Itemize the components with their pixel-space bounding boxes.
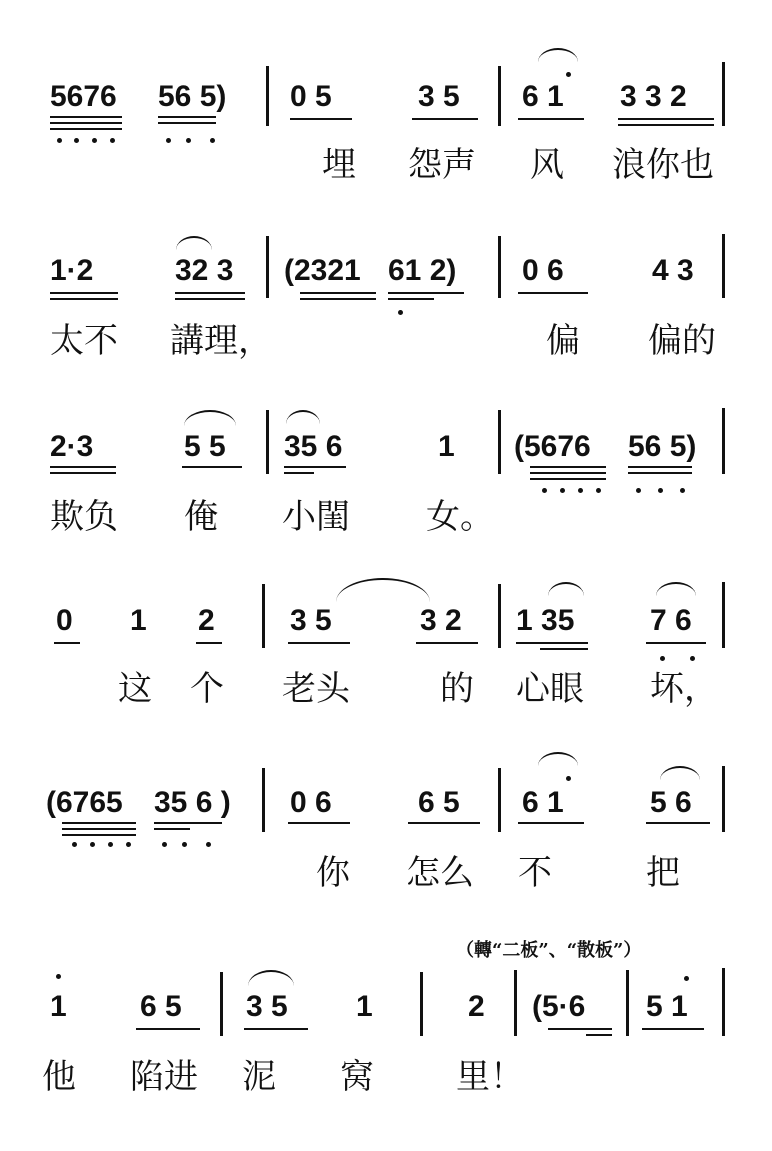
slur-mark (538, 752, 578, 766)
beam-line (54, 642, 80, 644)
beam-line (50, 472, 116, 474)
barline (498, 584, 501, 648)
octave-dot (636, 488, 641, 493)
beam-line (300, 298, 376, 300)
octave-dot (56, 974, 61, 979)
octave-dot (166, 138, 171, 143)
note-group: 3 5 (246, 990, 288, 1023)
lyric-text: 小閨 (282, 497, 350, 537)
lyric-text: 陷进 (130, 1057, 198, 1097)
octave-dot (92, 138, 97, 143)
slur-mark (656, 582, 696, 596)
octave-dot (690, 656, 695, 661)
octave-dot (680, 488, 685, 493)
beam-line (518, 118, 584, 120)
octave-dot (660, 656, 665, 661)
barline (514, 970, 517, 1036)
slur-mark (176, 236, 212, 250)
beam-line (290, 118, 352, 120)
barline (722, 766, 725, 832)
octave-dot (566, 776, 571, 781)
octave-dot (162, 842, 167, 847)
barline (722, 62, 725, 126)
note-group: 3 2 (420, 604, 462, 637)
beam-line (196, 642, 222, 644)
beam-line (284, 472, 314, 474)
note-group: 32 3 (175, 254, 234, 287)
lyric-text: 怎么 (406, 853, 474, 893)
beam-line (628, 472, 692, 474)
octave-dot (72, 842, 77, 847)
note-group: 0 6 (522, 254, 564, 287)
note-group: 56 5) (628, 430, 697, 463)
note-group: 6 5 (140, 990, 182, 1023)
lyric-text: 不 (518, 853, 552, 893)
lyric-text: 他 (42, 1057, 76, 1097)
octave-dot (658, 488, 663, 493)
beam-line (586, 1034, 612, 1036)
octave-dot (182, 842, 187, 847)
note-group: (5676 (514, 430, 591, 463)
beam-line (540, 648, 588, 650)
lyric-text: 偏 (546, 321, 580, 361)
slur-mark (336, 578, 430, 602)
note-group: 6 5 (418, 786, 460, 819)
beam-line (50, 122, 122, 124)
beam-line (646, 642, 706, 644)
beam-line (182, 466, 242, 468)
beam-line (408, 822, 480, 824)
beam-line (50, 298, 118, 300)
beam-line (388, 298, 434, 300)
octave-dot (126, 842, 131, 847)
barline (722, 582, 725, 648)
note-group: 2·3 (50, 430, 94, 463)
octave-dot (90, 842, 95, 847)
beam-line (284, 466, 346, 468)
barline (262, 768, 265, 832)
lyric-text: 俺 (184, 497, 218, 537)
barline (266, 236, 269, 298)
note-group: (5·6 (532, 990, 586, 1023)
barline (722, 968, 725, 1036)
barline (220, 972, 223, 1036)
lyric-text: 这 (118, 669, 152, 709)
note-group: 1 (130, 604, 147, 637)
beam-line (548, 1028, 612, 1030)
beam-line (136, 1028, 200, 1030)
octave-dot (596, 488, 601, 493)
beam-line (288, 822, 350, 824)
note-group: 1 (438, 430, 455, 463)
note-group: 35 6 (284, 430, 343, 463)
lyric-text: 把 (646, 853, 680, 893)
beam-line (646, 822, 710, 824)
beam-line (62, 822, 136, 824)
lyric-text: 埋 (322, 145, 356, 185)
lyric-text: 偏的 (648, 321, 716, 361)
octave-dot (110, 138, 115, 143)
note-group: 2 (198, 604, 215, 637)
note-group: 5 5 (184, 430, 226, 463)
barline (722, 234, 725, 298)
beam-line (618, 118, 714, 120)
slur-mark (538, 48, 578, 62)
beam-line (50, 292, 118, 294)
note-group: 5676 (50, 80, 117, 113)
beam-line (530, 472, 606, 474)
barline (498, 236, 501, 298)
lyric-text: 你 (316, 853, 350, 893)
note-group: 5 1 (646, 990, 688, 1023)
note-group: 0 6 (290, 786, 332, 819)
barline (266, 66, 269, 126)
barline (626, 970, 629, 1036)
lyric-text: 心眼 (516, 669, 584, 709)
lyric-text: 怨声 (408, 145, 476, 185)
beam-line (300, 292, 376, 294)
beam-line (175, 298, 245, 300)
beam-line (530, 478, 606, 480)
beam-line (530, 466, 606, 468)
lyric-text: 泥 (242, 1057, 276, 1097)
lyric-text: 太不 (50, 321, 118, 361)
beam-line (175, 292, 245, 294)
note-group: 1 (50, 990, 67, 1023)
note-group: 1 35 (516, 604, 575, 637)
octave-dot (108, 842, 113, 847)
beam-line (518, 292, 588, 294)
beam-line (158, 116, 216, 118)
tempo-annotation: （轉“二板”、“散板”） (456, 940, 642, 961)
octave-dot (186, 138, 191, 143)
slur-mark (248, 970, 294, 986)
beam-line (518, 822, 584, 824)
note-group: 0 (56, 604, 73, 637)
barline (498, 768, 501, 832)
lyric-text: 講理， (170, 321, 272, 361)
note-group: 5 6 (650, 786, 692, 819)
lyric-text: 风 (530, 145, 564, 185)
barline (498, 66, 501, 126)
note-group: 3 5 (418, 80, 460, 113)
lyric-text: 的 (440, 669, 474, 709)
beam-line (154, 828, 190, 830)
barline (420, 972, 423, 1036)
lyric-text: 欺负 (50, 497, 118, 537)
beam-line (50, 466, 116, 468)
beam-line (516, 642, 588, 644)
octave-dot (206, 842, 211, 847)
slur-mark (184, 410, 236, 426)
beam-line (642, 1028, 704, 1030)
note-group: 7 6 (650, 604, 692, 637)
beam-line (388, 292, 464, 294)
note-group: (2321 (284, 254, 361, 287)
beam-line (50, 116, 122, 118)
lyric-text: 女。 (426, 497, 494, 537)
beam-line (628, 466, 692, 468)
octave-dot (57, 138, 62, 143)
note-group: 35 6 ) (154, 786, 231, 819)
beam-line (416, 642, 478, 644)
note-group: (6765 (46, 786, 123, 819)
beam-line (288, 642, 350, 644)
slur-mark (548, 582, 584, 596)
note-group: 2 (468, 990, 485, 1023)
note-group: 1 (356, 990, 373, 1023)
lyric-text: 里！ (456, 1057, 524, 1097)
barline (266, 410, 269, 474)
barline (262, 584, 265, 648)
octave-dot (684, 976, 689, 981)
octave-dot (74, 138, 79, 143)
note-group: 0 5 (290, 80, 332, 113)
beam-line (62, 828, 136, 830)
beam-line (50, 128, 122, 130)
note-group: 61 2) (388, 254, 457, 287)
barline (498, 410, 501, 474)
note-group: 3 5 (290, 604, 332, 637)
note-group: 1·2 (50, 254, 94, 287)
lyric-text: 窝 (340, 1057, 374, 1097)
octave-dot (398, 310, 403, 315)
octave-dot (578, 488, 583, 493)
octave-dot (210, 138, 215, 143)
octave-dot (566, 72, 571, 77)
note-group: 3 3 2 (620, 80, 687, 113)
lyric-text: 个 (190, 669, 224, 709)
note-group: 56 5) (158, 80, 227, 113)
lyric-text: 老头 (282, 669, 350, 709)
lyric-text: 浪你也 (612, 145, 714, 185)
barline (722, 408, 725, 474)
octave-dot (542, 488, 547, 493)
note-group: 6 1 (522, 786, 564, 819)
beam-line (618, 124, 714, 126)
octave-dot (560, 488, 565, 493)
slur-mark (286, 410, 320, 424)
slur-mark (660, 766, 700, 780)
beam-line (62, 834, 136, 836)
beam-line (412, 118, 478, 120)
beam-line (154, 822, 222, 824)
lyric-text: 坏， (650, 669, 718, 709)
note-group: 4 3 (652, 254, 694, 287)
note-group: 6 1 (522, 80, 564, 113)
beam-line (244, 1028, 308, 1030)
beam-line (158, 122, 216, 124)
